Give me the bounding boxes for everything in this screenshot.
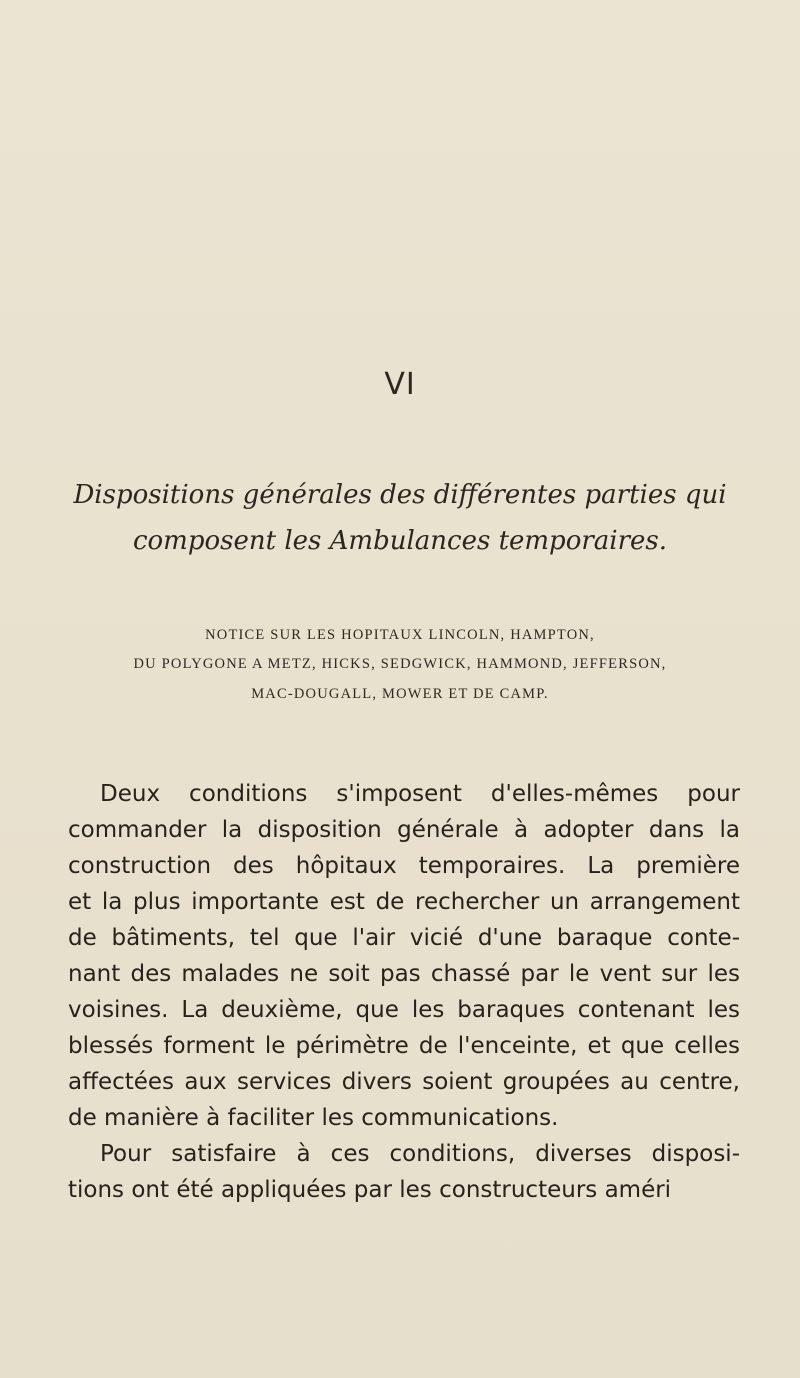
body-line: nant des malades ne soit pas chassé par le vent sur les <box>68 961 740 987</box>
body-line: voisines. La deuxième, que les baraques contenant les <box>68 997 740 1023</box>
body-line: Pour satisfaire à ces conditions, diverses disposi- <box>100 1141 740 1167</box>
body-line: affectées aux services divers soient groupées au centre, <box>68 1069 740 1095</box>
chapter-title-line-2: composent les Ambulances temporaires. <box>132 526 668 556</box>
chapter-title-line-1: Dispositions générales des différentes parties qui <box>73 480 727 510</box>
body-line: tions ont été appliquées par les constructeurs améri <box>68 1177 672 1203</box>
body-line: de bâtiments, tel que l'air vicié d'une baraque conte- <box>68 925 740 951</box>
body-line: construction des hôpitaux temporaires. La première <box>68 853 740 879</box>
chapter-numeral: VI <box>384 367 416 402</box>
notice-line-2: DU POLYGONE A METZ, HICKS, SEDGWICK, HAMMOND, JEFFERSON, <box>133 656 667 672</box>
notice-line-3: MAC-DOUGALL, MOWER ET DE CAMP. <box>251 686 549 702</box>
body-line: commander la disposition générale à adopter dans la <box>68 817 740 843</box>
body-line: et la plus importante est de rechercher un arrangement <box>68 889 740 915</box>
notice-line-1: NOTICE SUR LES HOPITAUX LINCOLN, HAMPTON, <box>205 627 595 643</box>
body-line: blessés forment le périmètre de l'enceinte, et que celles <box>68 1033 740 1059</box>
body-line: Deux conditions s'imposent d'elles-mêmes pour <box>100 781 740 807</box>
body-line: de manière à faciliter les communications. <box>68 1105 559 1131</box>
